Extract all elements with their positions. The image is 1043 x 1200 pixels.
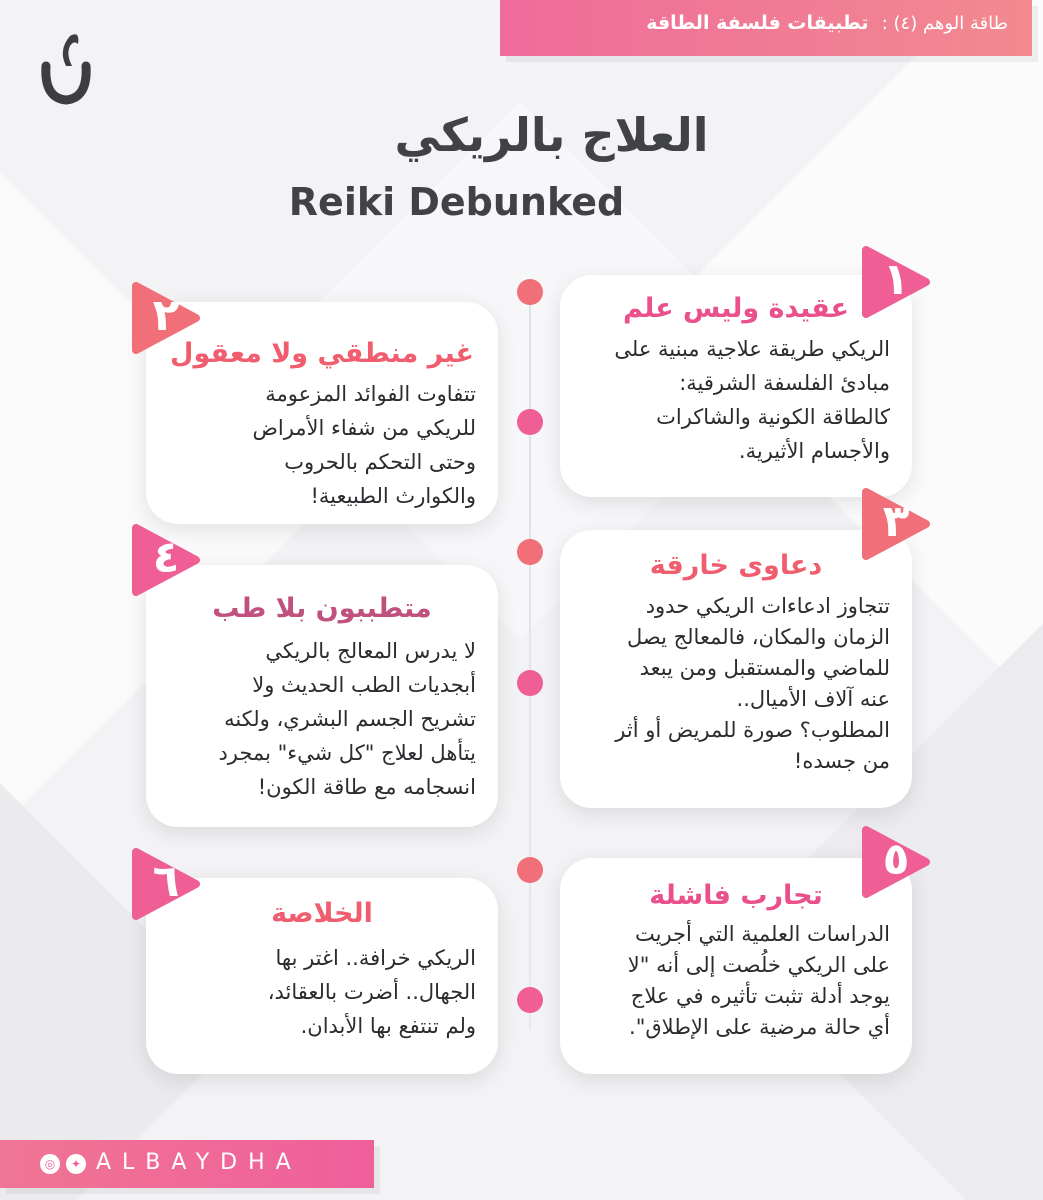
card-number-badge — [132, 848, 200, 920]
card-5 — [560, 858, 912, 1074]
card-heading: عقيدة وليس علم — [623, 293, 849, 324]
card-number-badge — [132, 282, 200, 354]
card-line: مبادئ الفلسفة الشرقية: — [679, 371, 890, 395]
card-line: وحتى التحكم بالحروب — [284, 450, 476, 474]
card-number: ٥ — [882, 834, 910, 885]
instagram-icon[interactable]: ◎ — [40, 1154, 60, 1174]
card-number: ٦ — [152, 856, 180, 907]
card-line: يوجد أدلة تثبت تأثيره في علاج — [630, 984, 890, 1008]
card-line: الريكي طريقة علاجية مبنية على — [614, 337, 890, 361]
card-number: ١ — [882, 254, 910, 305]
card-4 — [146, 565, 498, 827]
card-line: أي حالة مرضية على الإطلاق". — [629, 1015, 890, 1039]
timeline-dot — [517, 409, 543, 435]
series-subtitle: تطبيقات فلسفة الطاقة — [646, 12, 869, 34]
card-line: عنه آلاف الأميال.. — [736, 687, 890, 711]
timeline-dot — [517, 539, 543, 565]
card-line: انسجامه مع طاقة الكون! — [257, 775, 476, 799]
card-line: والكوارث الطبيعية! — [310, 484, 476, 508]
card-number-badge — [862, 826, 930, 898]
card-line: أبجديات الطب الحديث ولا — [252, 673, 476, 697]
brand-logo-icon — [36, 26, 96, 106]
timeline-dot — [517, 279, 543, 305]
series-title: طاقة الوهم (٤) : — [881, 13, 1008, 34]
card-line: المطلوب؟ صورة للمريض أو أثر — [615, 718, 890, 742]
card-heading: دعاوى خارقة — [649, 550, 823, 581]
brand-name: ALBAYDHA — [96, 1150, 302, 1175]
card-number-badge — [862, 488, 930, 560]
card-line: لا يدرس المعالج بالريكي — [265, 639, 476, 663]
timeline-dot — [517, 857, 543, 883]
card-heading: تجارب فاشلة — [649, 880, 823, 911]
timeline-line — [529, 290, 531, 1030]
card-line: تشريح الجسم البشري، ولكنه — [224, 707, 476, 731]
card-line: والأجسام الأثيرية. — [738, 439, 890, 463]
card-number: ٣ — [882, 496, 910, 547]
card-3 — [560, 530, 912, 808]
twitter-icon[interactable]: ✦ — [66, 1154, 86, 1174]
page-title-english: Reiki Debunked — [288, 180, 625, 224]
footer-bar — [0, 1140, 374, 1188]
card-line: الدراسات العلمية التي أجريت — [634, 922, 890, 946]
card-line: من جسده! — [793, 749, 890, 773]
card-line: تتجاوز ادعاءات الريكي حدود — [645, 594, 890, 618]
card-number: ٤ — [152, 532, 180, 583]
card-line: الجهال.. أضرت بالعقائد، — [267, 980, 476, 1004]
card-heading: الخلاصة — [271, 898, 373, 929]
card-line: كالطاقة الكونية والشاكرات — [656, 405, 890, 429]
card-line: الريكي خرافة.. اغتر بها — [275, 946, 476, 970]
timeline-dot — [517, 987, 543, 1013]
page-title-arabic: العلاج بالريكي — [394, 108, 709, 162]
card-line: للريكي من شفاء الأمراض — [252, 416, 476, 440]
card-heading: متطببون بلا طب — [212, 593, 432, 624]
card-line: على الريكي خلُصت إلى أنه "لا — [627, 953, 890, 977]
card-line: للماضي والمستقبل ومن يبعد — [639, 656, 890, 680]
card-line: يتأهل لعلاج "كل شيء" بمجرد — [218, 741, 476, 765]
card-1 — [560, 275, 912, 497]
card-number-badge — [862, 246, 930, 318]
card-line: الزمان والمكان، فالمعالج يصل — [626, 625, 890, 649]
card-line: تتفاوت الفوائد المزعومة — [265, 382, 476, 406]
timeline-dot — [517, 670, 543, 696]
card-heading: غير منطقي ولا معقول — [170, 338, 474, 369]
card-number: ٢ — [152, 290, 180, 341]
card-line: ولم تنتفع بها الأبدان. — [300, 1014, 476, 1038]
series-header-bar — [500, 0, 1032, 56]
card-number-badge — [132, 524, 200, 596]
